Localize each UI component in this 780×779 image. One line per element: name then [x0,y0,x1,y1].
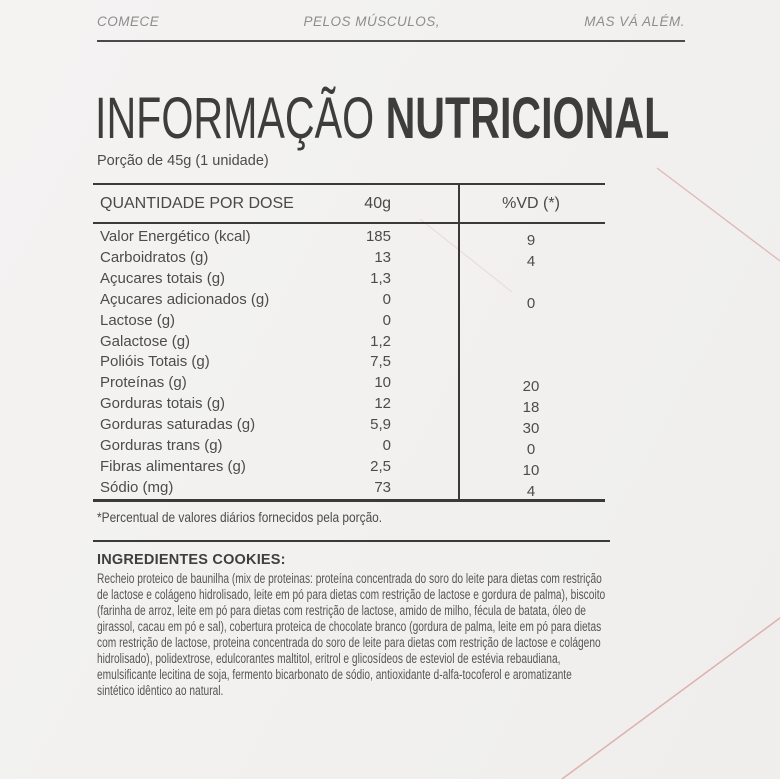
nutrient-label: Lactose (g) [100,311,176,329]
nutrient-amount: 1,2 [370,332,391,350]
nutrient-label: Galactose (g) [100,332,191,350]
nutrient-label: Sódio (mg) [100,478,174,496]
tagline-right: MAS VÁ ALÉM. [584,14,685,29]
nutrient-label: Gorduras totais (g) [100,395,226,413]
brand-tagline-strip [97,14,685,29]
tagline-left: COMECE [97,14,160,29]
nutrient-amount: 7,5 [370,353,391,371]
table-row [93,332,605,353]
nutrient-vd-percent: 10 [522,461,540,479]
nutrient-amount: 10 [374,374,391,392]
nutrient-amount: 0 [382,437,391,455]
table-row [93,478,605,499]
table-row [93,373,605,394]
tagline-center: PELOS MÚSCULOS, [303,14,441,29]
section-divider [93,540,610,542]
nutrient-amount: 13 [374,248,391,266]
nutrient-vd-percent: 4 [526,482,536,500]
nutrient-amount: 1,3 [370,269,391,287]
table-header-label: QUANTIDADE POR DOSE [100,195,294,212]
accent-line-top-right [657,168,780,264]
page-title [95,86,670,151]
nutrient-vd-percent: 4 [526,252,536,270]
nutrient-amount: 73 [374,478,391,496]
nutrient-amount: 0 [382,290,391,308]
nutrient-label: Gorduras trans (g) [100,437,223,455]
nutrient-vd-percent: 30 [522,420,540,438]
nutrient-amount: 185 [365,228,391,245]
table-footnote: *Percentual de valores diários fornecidos pela porção. [97,509,383,525]
nutrient-label: Açucares totais (g) [100,269,226,287]
nutrient-vd-percent: 0 [526,441,536,459]
table-row [93,436,605,457]
nutrient-vd-percent [391,315,605,336]
table-body [93,224,605,499]
nutrient-vd-percent: 9 [526,232,536,249]
serving-size: Porção de 45g (1 unidade) [97,153,269,169]
table-row [93,290,605,311]
nutrient-vd-percent: 18 [522,399,540,417]
nutrient-vd-percent [391,273,605,294]
table-header-amount: 40g [364,195,391,212]
nutrient-label: Carboidratos (g) [100,248,209,266]
nutrient-amount: 5,9 [370,416,391,434]
table-header-vd: %VD (*) [502,195,560,212]
header-divider [97,40,685,42]
table-row [93,227,605,248]
nutrient-label: Polióis Totais (g) [100,353,210,371]
nutrient-amount: 2,5 [370,457,391,475]
table-row [93,415,605,436]
nutrient-label: Proteínas (g) [100,374,187,392]
nutrient-vd-percent: 20 [522,378,540,396]
nutrient-amount: 0 [382,311,391,329]
nutrition-table [93,183,605,502]
table-row [93,457,605,478]
nutrient-label: Açucares adicionados (g) [100,290,270,308]
ingredients-text: Recheio proteico de baunilha (mix de proteinas: proteína concentrada do soro do leite para dietas com restrição de lactose e colágeno hidrolisado, leite em pó para dietas com restrição de lactose e gordura de palma), biscoito (farinha de arroz, leite em pó para dietas com restrição de lactose, amido de milho, fécula de batata, óleo de girassol, cacau em pó e sal), cobertura proteica de chocolate branco (gordura de palma, leite em pó para dietas com restrição de lactose, proteina concentrada do soro de leite para dietas com restrição de lactose e colágeno hidrolisado), polidextrose, edulcorantes maltitol, eritrol e glicosídeos de esteviol de estévia rebaudiana, emulsificante lecitina de soja, fermento bicarbonato de sódio, antioxidante d-alfa-tocoferol e aromatizante sintético idêntico ao natural. [97,571,606,698]
table-row [93,394,605,415]
table-row [93,269,605,290]
nutrient-vd-percent [391,356,605,377]
nutrient-label: Fibras alimentares (g) [100,457,246,475]
title-regular: INFORMAÇÃO [95,86,375,151]
table-row [93,311,605,332]
ingredients-heading: INGREDIENTES COOKIES: [97,552,286,568]
nutrient-vd-percent [391,336,605,357]
nutrient-label: Valor Energético (kcal) [100,228,251,245]
table-header-row [93,185,605,224]
title-bold: NUTRICIONAL [385,86,670,151]
table-row [93,248,605,269]
nutrient-vd-percent: 0 [526,294,536,312]
nutrient-amount: 12 [374,395,391,413]
nutrient-label: Gorduras saturadas (g) [100,416,256,434]
table-row [93,352,605,373]
